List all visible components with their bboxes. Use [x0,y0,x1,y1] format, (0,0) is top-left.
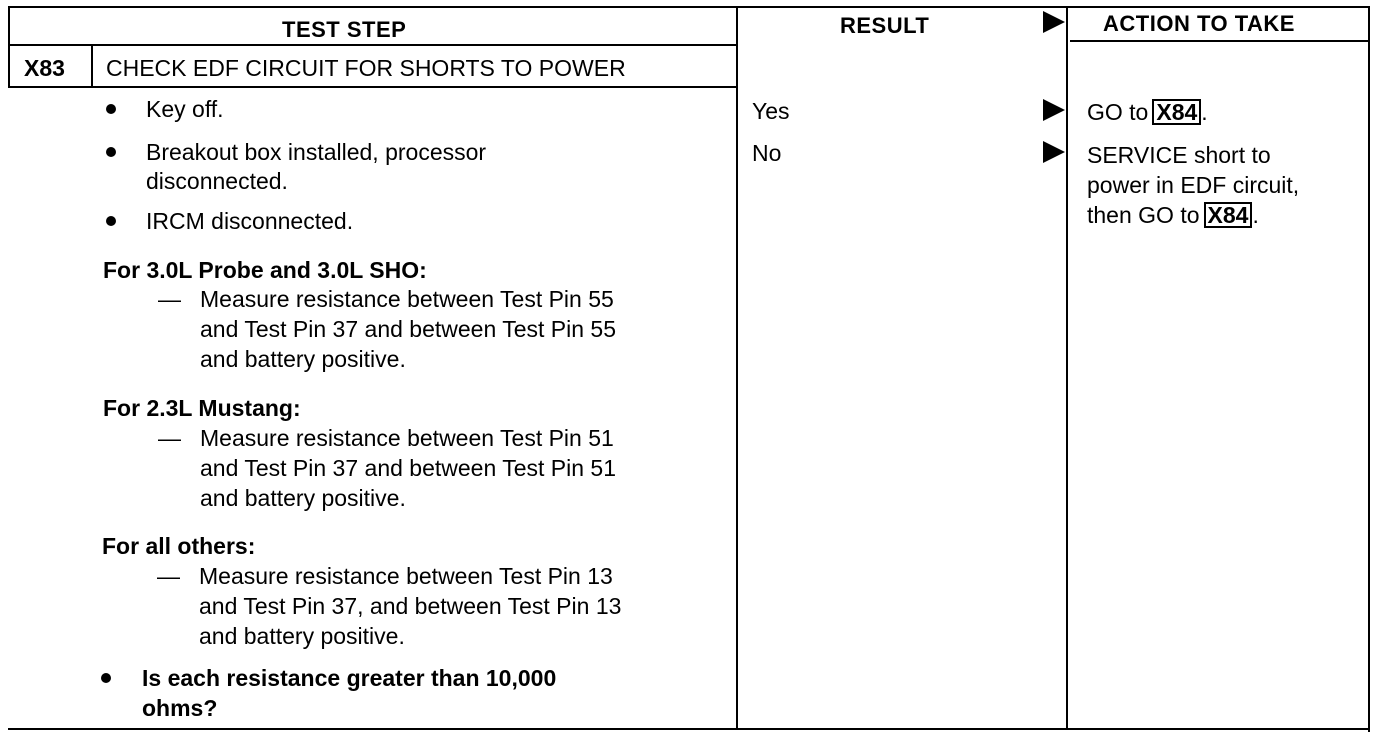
step-title-underline [8,86,736,88]
bullet-icon [101,673,111,683]
section-heading-all-others: For all others: [102,533,256,559]
dash-icon: — [158,425,181,451]
action-header-divider [1070,40,1370,42]
section1-line: and battery positive. [200,346,406,372]
section1-line: Measure resistance between Test Pin 55 [200,286,614,312]
result-no: No [752,140,782,166]
action-yes [1087,97,1208,127]
table-border-top [8,6,1370,8]
table-border-right [1368,6,1370,732]
header-test-step: TEST STEP [282,17,407,42]
bullet-key-off: Key off. [146,96,224,122]
action-yes-prefix: GO to [1087,99,1149,125]
period: . [1252,202,1259,228]
section2-line: and Test Pin 37 and between Test Pin 51 [200,455,617,481]
bullet-breakout-line2: disconnected. [146,168,288,194]
section-heading-mustang: For 2.3L Mustang: [103,395,301,421]
step-reference-x84: X84 [1204,202,1253,228]
action-no-line1: SERVICE short to [1087,142,1271,168]
period: . [1201,99,1208,125]
dash-icon: — [158,286,181,312]
question-line1: Is each resistance greater than 10,000 [142,665,557,691]
bullet-ircm: IRCM disconnected. [146,208,354,234]
question-line2: ohms? [142,695,218,721]
action-no-prefix: then GO to [1087,202,1200,228]
test-result-divider [736,6,738,730]
action-no-line2: power in EDF circuit, [1087,172,1300,198]
step-title: CHECK EDF CIRCUIT FOR SHORTS TO POWER [106,55,626,81]
header-arrow-icon [1043,11,1065,33]
bullet-icon [106,104,116,114]
no-arrow-icon [1043,141,1065,163]
dash-icon: — [157,563,180,589]
header-action: ACTION TO TAKE [1103,11,1295,36]
section3-line: and battery positive. [199,623,405,649]
bullet-icon [106,216,116,226]
result-action-divider [1066,6,1068,730]
step-id-divider [91,44,93,86]
section3-line: and Test Pin 37, and between Test Pin 13 [199,593,622,619]
step-reference-x84: X84 [1152,99,1201,125]
table-border-bottom [8,728,1370,730]
bullet-icon [106,147,116,157]
action-no-line3 [1087,200,1259,230]
result-yes: Yes [752,98,790,124]
section2-line: and battery positive. [200,485,406,511]
section2-line: Measure resistance between Test Pin 51 [200,425,614,451]
yes-arrow-icon [1043,99,1065,121]
section3-line: Measure resistance between Test Pin 13 [199,563,613,589]
header-result: RESULT [840,13,930,38]
table-border-left [8,6,10,86]
step-id: X83 [24,55,65,81]
bullet-breakout-line1: Breakout box installed, processor [146,139,487,165]
section-heading-probe-sho: For 3.0L Probe and 3.0L SHO: [103,257,427,283]
section1-line: and Test Pin 37 and between Test Pin 55 [200,316,617,342]
